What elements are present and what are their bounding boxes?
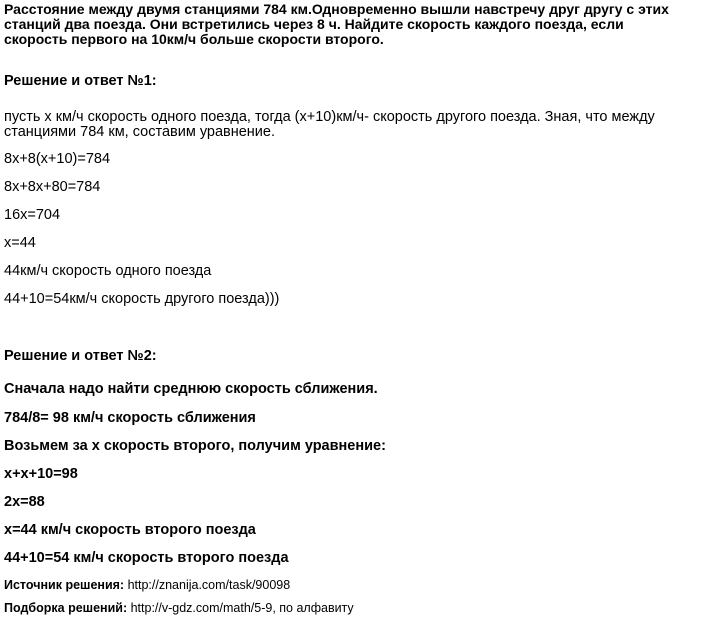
problem-line-1: Расстояние между двумя станциями 784 км.Одновременно вышли навстречу друг другу с этих	[4, 1, 669, 17]
solution-2-line: х=44 км/ч скорость второго поезда	[4, 522, 256, 538]
solution-1-line: 44км/ч скорость одного поезда	[4, 263, 212, 279]
solution-1-line: 8х+8х+80=784	[4, 179, 101, 195]
source-row	[4, 578, 290, 592]
solution-2-line: 44+10=54 км/ч скорость второго поезда	[4, 550, 289, 566]
solution-1-line: станциями 784 км, составим уравнение.	[4, 124, 276, 140]
solution-1-line: 8х+8(х+10)=784	[4, 151, 111, 167]
solution-1-title: Решение и ответ №1:	[4, 73, 157, 89]
solution-1-line: пусть х км/ч скорость одного поезда, тогда (х+10)км/ч- скорость другого поезда. Зная, что между	[4, 109, 655, 125]
solution-2-line: Сначала надо найти среднюю скорость сближения.	[4, 381, 378, 397]
solution-2-line: 784/8= 98 км/ч скорость сближения	[4, 410, 256, 426]
collection-link[interactable]: http://v-gdz.com/math/5-9, по алфавиту	[130, 601, 354, 615]
collection-row	[4, 601, 354, 615]
problem-line-2: станций два поезда. Они встретились через 8 ч. Найдите скорость каждого поезда, если	[4, 16, 624, 32]
problem-line-3: скорость первого на 10км/ч больше скорости второго.	[4, 31, 384, 47]
solution-2-title: Решение и ответ №2:	[4, 348, 157, 364]
source-label: Источник решения:	[4, 578, 125, 592]
solution-2-line: х+х+10=98	[4, 466, 78, 482]
solution-1-line: 16х=704	[4, 207, 61, 223]
solution-2-line: Возьмем за х скорость второго, получим уравнение:	[4, 438, 386, 454]
collection-label: Подборка решений:	[4, 601, 128, 615]
solution-2-line: 2х=88	[4, 494, 45, 510]
solution-1-line: х=44	[4, 235, 36, 251]
source-link[interactable]: http://znanija.com/task/90098	[127, 578, 291, 592]
solution-1-line: 44+10=54км/ч скорость другого поезда)))	[4, 291, 280, 307]
